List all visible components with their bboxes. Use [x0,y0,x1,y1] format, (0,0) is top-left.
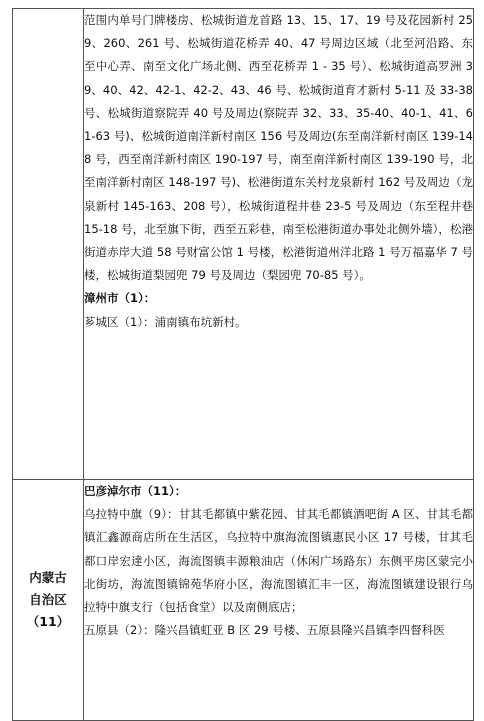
region-label-line-1: 内蒙古 [29,570,67,585]
city-heading: 漳州市（1）： [84,291,156,306]
table-row [13,480,474,721]
region-label-count: （11） [26,614,70,629]
city-heading: 巴彦淖尔市（11）： [84,484,187,498]
area-list-paragraph: 乌拉特中旗（9）：甘其毛都镇中紫花园、甘其毛都镇酒吧街 A 区、甘其毛都镇汇鑫源商店所在生活区，乌拉特中旗海流图镇惠民小区 17 号楼，甘其毛都口岸宏達小区，海流图镇丰源粮油店（休闲广场路东）东侧平房区蒙完小北街坊，海流图镇锦苑华府小区，海流图镇汇丰一区，海流图镇建设银行乌拉特中旗支行（包括食堂）以及南侧底店； [84,507,473,615]
content-cell [84,480,474,721]
area-list-paragraph: 范围内单号门牌楼房、松城街道龙首路 13、15、17、19 号及花园新村 259、260、261 号、松城街道花桥弄 40、47 号周边区域（北至河沿路、东至中心弄、南至文化广场北侧、西至花桥弄 1 - 35 号）、松城街道高罗洲 39、40、42、42-1、42-2、43、46 号、松城街道育才新村 5-11 及 33-38 号、松城街道察院弄 40 号及周边(察院弄 32、33、35-40、40-1、41、61-63 号)、松城街道南洋新村南区 156 号及周边(东至南洋新村南区 139-148 号，西至南洋新村南区 190-197 号，南至南洋新村南区 139-190 号，北至南洋新村南区 148-197 号)、松港街道东关村龙泉新村 162 号及周边（龙泉新村 145-163、208 号），松城街道程井巷 23-5 号及周边（东至程井巷 15-18 号，北至旗下街，西至五彩巷，南至松港街道办事处北侧外墙），松港街道赤岸大道 58 号财富公馆 1 号楼，松港街道州洋北路 1 号万福嘉华 7 号楼，松城街道梨园兜 79 号及周边（梨园兜 70-85 号）。 [84,13,473,283]
content-cell [84,9,474,480]
district-line: 五原县（2）：隆兴昌镇虹亚 B 区 29 号楼、五原县隆兴昌镇李四督科医 [84,623,445,638]
region-cell [13,480,84,721]
region-table [12,8,474,721]
table-row [13,9,474,480]
district-line: 芗城区（1）：浦南镇布坑新村。 [84,314,247,329]
region-label-line-2: 自治区 [29,592,67,607]
region-cell-empty [13,9,84,480]
